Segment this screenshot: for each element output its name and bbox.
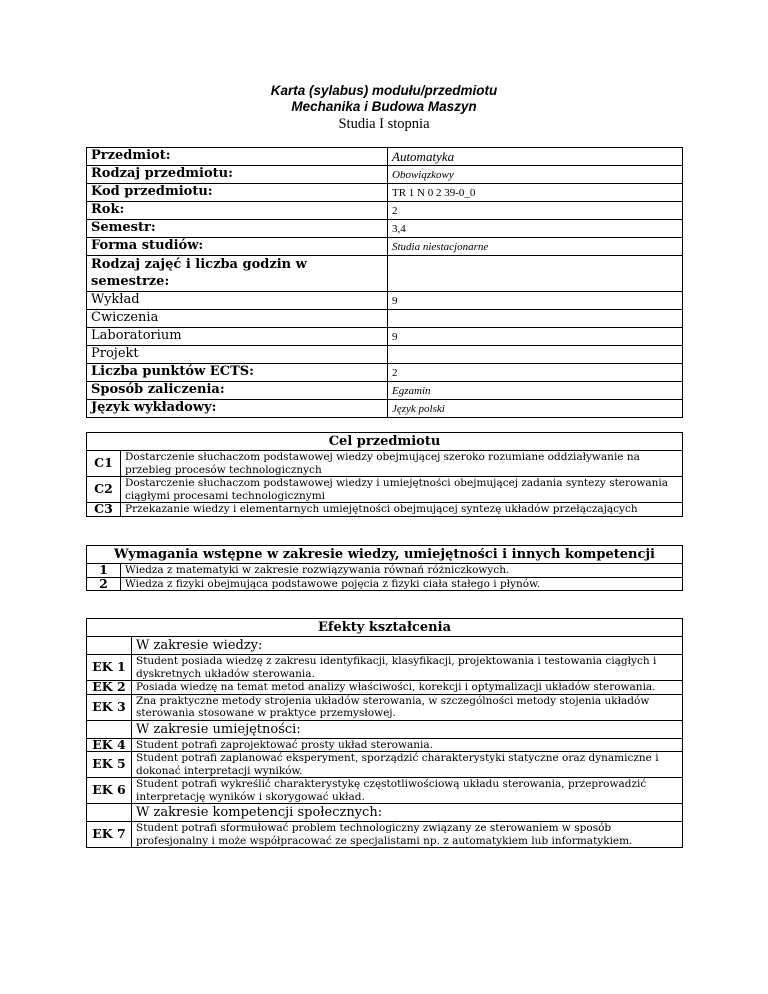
info-row [87, 166, 683, 184]
effect-code: EK 5 [87, 752, 132, 778]
info-row [87, 256, 683, 292]
effect-code: EK 3 [87, 694, 132, 720]
info-value [388, 310, 683, 328]
requirement-code: 1 [87, 564, 121, 578]
goals-header-row [87, 433, 683, 451]
skills-section-title: W zakresie umiejętności: [132, 720, 683, 738]
knowledge-section-title: W zakresie wiedzy: [132, 637, 683, 655]
info-label: Wykład [87, 292, 388, 310]
effect-row [87, 681, 683, 695]
info-label: Język wykładowy: [87, 400, 388, 418]
info-row [87, 346, 683, 364]
learning-outcomes-table [86, 618, 683, 848]
info-row [87, 328, 683, 346]
info-value: TR 1 N 0 2 39-0_0 [388, 184, 683, 202]
info-value: 3,4 [388, 220, 683, 238]
course-info-table [86, 147, 683, 418]
goal-code: C1 [87, 451, 121, 477]
info-value: Egzamin [388, 382, 683, 400]
info-value: Język polski [388, 400, 683, 418]
document-header [0, 83, 768, 133]
effect-row [87, 778, 683, 804]
header-title-line3: Studia I stopnia [338, 116, 430, 132]
info-label: Liczba punktów ECTS: [87, 364, 388, 382]
info-value [388, 346, 683, 364]
header-title-line1: Karta (sylabus) modułu/przedmiotu [270, 83, 498, 98]
info-row [87, 238, 683, 256]
effect-row [87, 738, 683, 752]
effect-code: EK 6 [87, 778, 132, 804]
requirements-header-row [87, 546, 683, 564]
info-value: 9 [388, 328, 683, 346]
requirement-text: Wiedza z fizyki obejmująca podstawowe pojęcia z fizyki ciała stałego i płynów. [121, 577, 683, 591]
info-row [87, 400, 683, 418]
info-label: Ćwiczenia [87, 310, 388, 328]
blank-cell [87, 637, 132, 655]
info-label: Rodzaj zajęć i liczba godzin w semestrze: [87, 256, 388, 292]
effect-row [87, 822, 683, 848]
info-label: Przedmiot: [87, 148, 388, 166]
requirement-row [87, 564, 683, 578]
effect-code: EK 1 [87, 655, 132, 681]
effects-title: Efekty kształcenia [87, 619, 683, 637]
info-label: Semestr: [87, 220, 388, 238]
info-row [87, 310, 683, 328]
info-value: 9 [388, 292, 683, 310]
info-row [87, 292, 683, 310]
effect-row [87, 694, 683, 720]
goal-row [87, 503, 683, 517]
effect-text: Student posiada wiedzę z zakresu identyfikacji, klasyfikacji, projektowania i testowania ciągłych i dyskretnych układów sterowania. [132, 655, 683, 681]
goals-title: Cel przedmiotu [87, 433, 683, 451]
effects-section-row [87, 720, 683, 738]
effect-row [87, 752, 683, 778]
effects-section-row [87, 637, 683, 655]
requirements-table [86, 545, 683, 591]
effect-code: EK 2 [87, 681, 132, 695]
blank-cell [87, 804, 132, 822]
goal-text: Przekazanie wiedzy i elementarnych umiejętności obejmującej syntezę układów przełączających [121, 503, 683, 517]
info-row [87, 220, 683, 238]
info-value: Obowiązkowy [388, 166, 683, 184]
blank-cell [87, 720, 132, 738]
info-row [87, 184, 683, 202]
info-label: Forma studiów: [87, 238, 388, 256]
effect-row [87, 655, 683, 681]
effects-header-row [87, 619, 683, 637]
info-value: Automatyka [388, 148, 683, 166]
effect-text: Student potrafi zaprojektować prosty układ sterowania. [132, 738, 683, 752]
goal-code: C3 [87, 503, 121, 517]
goal-text: Dostarczenie słuchaczom podstawowej wiedzy i umiejętności obejmującej zadania syntezy sterowania ciągłymi procesami technologicznymi [121, 477, 683, 503]
info-row [87, 382, 683, 400]
info-label: Projekt [87, 346, 388, 364]
info-value: Studia niestacjonarne [388, 238, 683, 256]
requirement-row [87, 577, 683, 591]
social-section-title: W zakresie kompetencji społecznych: [132, 804, 683, 822]
effect-code: EK 4 [87, 738, 132, 752]
requirement-text: Wiedza z matematyki w zakresie rozwiązywania równań różniczkowych. [121, 564, 683, 578]
effect-text: Student potrafi wykreślić charakterystykę częstotliwościową układu sterowania, przeprowadzić interpretację wyników i skorygować układ. [132, 778, 683, 804]
requirement-code: 2 [87, 577, 121, 591]
info-row [87, 148, 683, 166]
effect-code: EK 7 [87, 822, 132, 848]
effects-section-row [87, 804, 683, 822]
info-value [388, 256, 683, 292]
info-label: Rok: [87, 202, 388, 220]
effect-text: Student potrafi zaplanować eksperyment, sporządzić charakterystyki statyczne oraz dynamiczne i dokonać interpretacji wyników. [132, 752, 683, 778]
goal-row [87, 451, 683, 477]
info-label: Rodzaj przedmiotu: [87, 166, 388, 184]
requirements-title: Wymagania wstępne w zakresie wiedzy, umiejętności i innych kompetencji [87, 546, 683, 564]
goal-text: Dostarczenie słuchaczom podstawowej wiedzy obejmującej szeroko rozumiane oddziaływanie na przebieg procesów technologicznych [121, 451, 683, 477]
goal-code: C2 [87, 477, 121, 503]
effect-text: Posiada wiedzę na temat metod analizy właściwości, korekcji i optymalizacji układów sterowania. [132, 681, 683, 695]
info-label: Kod przedmiotu: [87, 184, 388, 202]
effect-text: Student potrafi sformułować problem technologiczny związany ze sterowaniem w sposób profesjonalny i może współpracować ze specjalistami np. z automatykiem lub informatykiem. [132, 822, 683, 848]
info-row [87, 364, 683, 382]
effect-text: Zna praktyczne metody strojenia układów sterowania, w szczególności metody stojenia układów sterowania stosowane w praktyce przemysłowej. [132, 694, 683, 720]
header-title-line2: Mechanika i Budowa Maszyn [291, 99, 477, 114]
info-label: Laboratorium [87, 328, 388, 346]
info-label: Sposób zaliczenia: [87, 382, 388, 400]
goal-row [87, 477, 683, 503]
info-row [87, 202, 683, 220]
course-goals-table [86, 432, 683, 517]
info-value: 2 [388, 202, 683, 220]
info-value: 2 [388, 364, 683, 382]
